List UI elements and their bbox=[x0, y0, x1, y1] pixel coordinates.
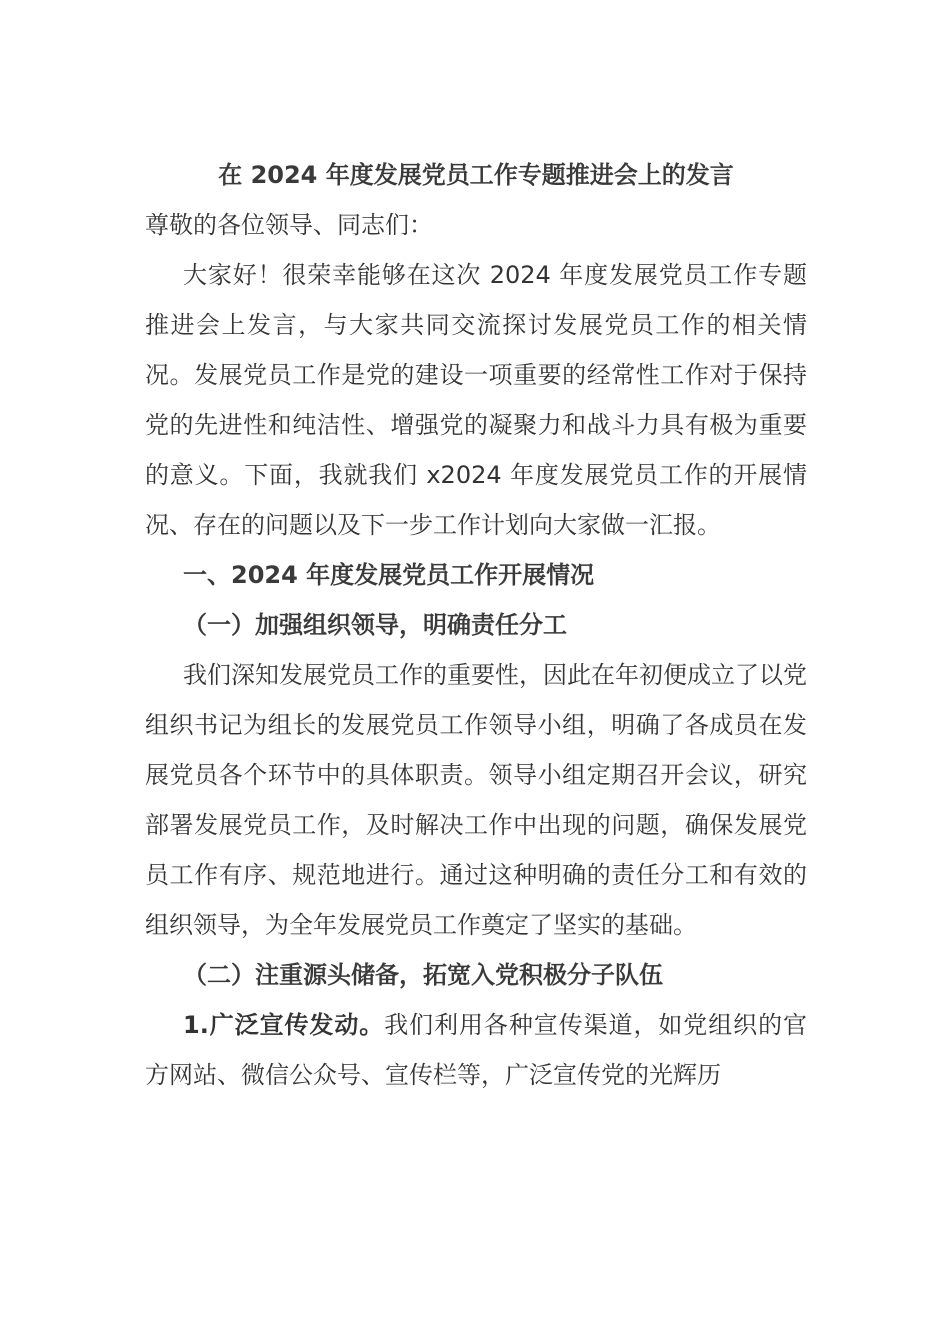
subsection-heading-1: （一）加强组织领导，明确责任分工 bbox=[183, 611, 567, 639]
document-page bbox=[145, 150, 807, 1100]
intro-paragraph: 大家好！很荣幸能够在这次 2024 年度发展党员工作专题推进会上发言，与大家共同交流探讨发展党员工作的相关情况。发展党员工作是党的建设一项重要的经常性工作对于保持党的先进性和纯洁性、增强党的凝聚力和战斗力具有极为重要的意义。下面，我就我们 x2024 年度发展党员工作的开展情况、存在的问题以及下一步工作计划向大家做一汇报。 bbox=[145, 261, 807, 539]
item-1-body: 我们利用各种宣传渠道，如党组织的官方网站、微信公众号、宣传栏等，广泛宣传党的光辉历 bbox=[145, 1011, 807, 1089]
subsection-heading-2: （二）注重源头储备，拓宽入党积极分子队伍 bbox=[183, 961, 663, 989]
item-1-paragraph bbox=[145, 1000, 807, 1100]
document-title: 在 2024 年度发展党员工作专题推进会上的发言 bbox=[218, 161, 734, 189]
section-heading-1: 一、2024 年度发展党员工作开展情况 bbox=[183, 561, 595, 589]
item-1-lead: 1.广泛宣传发动。 bbox=[183, 1011, 385, 1039]
salutation: 尊敬的各位领导、同志们： bbox=[145, 211, 433, 239]
subsection-1-paragraph: 我们深知发展党员工作的重要性，因此在年初便成立了以党组织书记为组长的发展党员工作领导小组，明确了各成员在发展党员各个环节中的具体职责。领导小组定期召开会议，研究部署发展党员工作，及时解决工作中出现的问题，确保发展党员工作有序、规范地进行。通过这种明确的责任分工和有效的组织领导，为全年发展党员工作奠定了坚实的基础。 bbox=[145, 661, 807, 939]
